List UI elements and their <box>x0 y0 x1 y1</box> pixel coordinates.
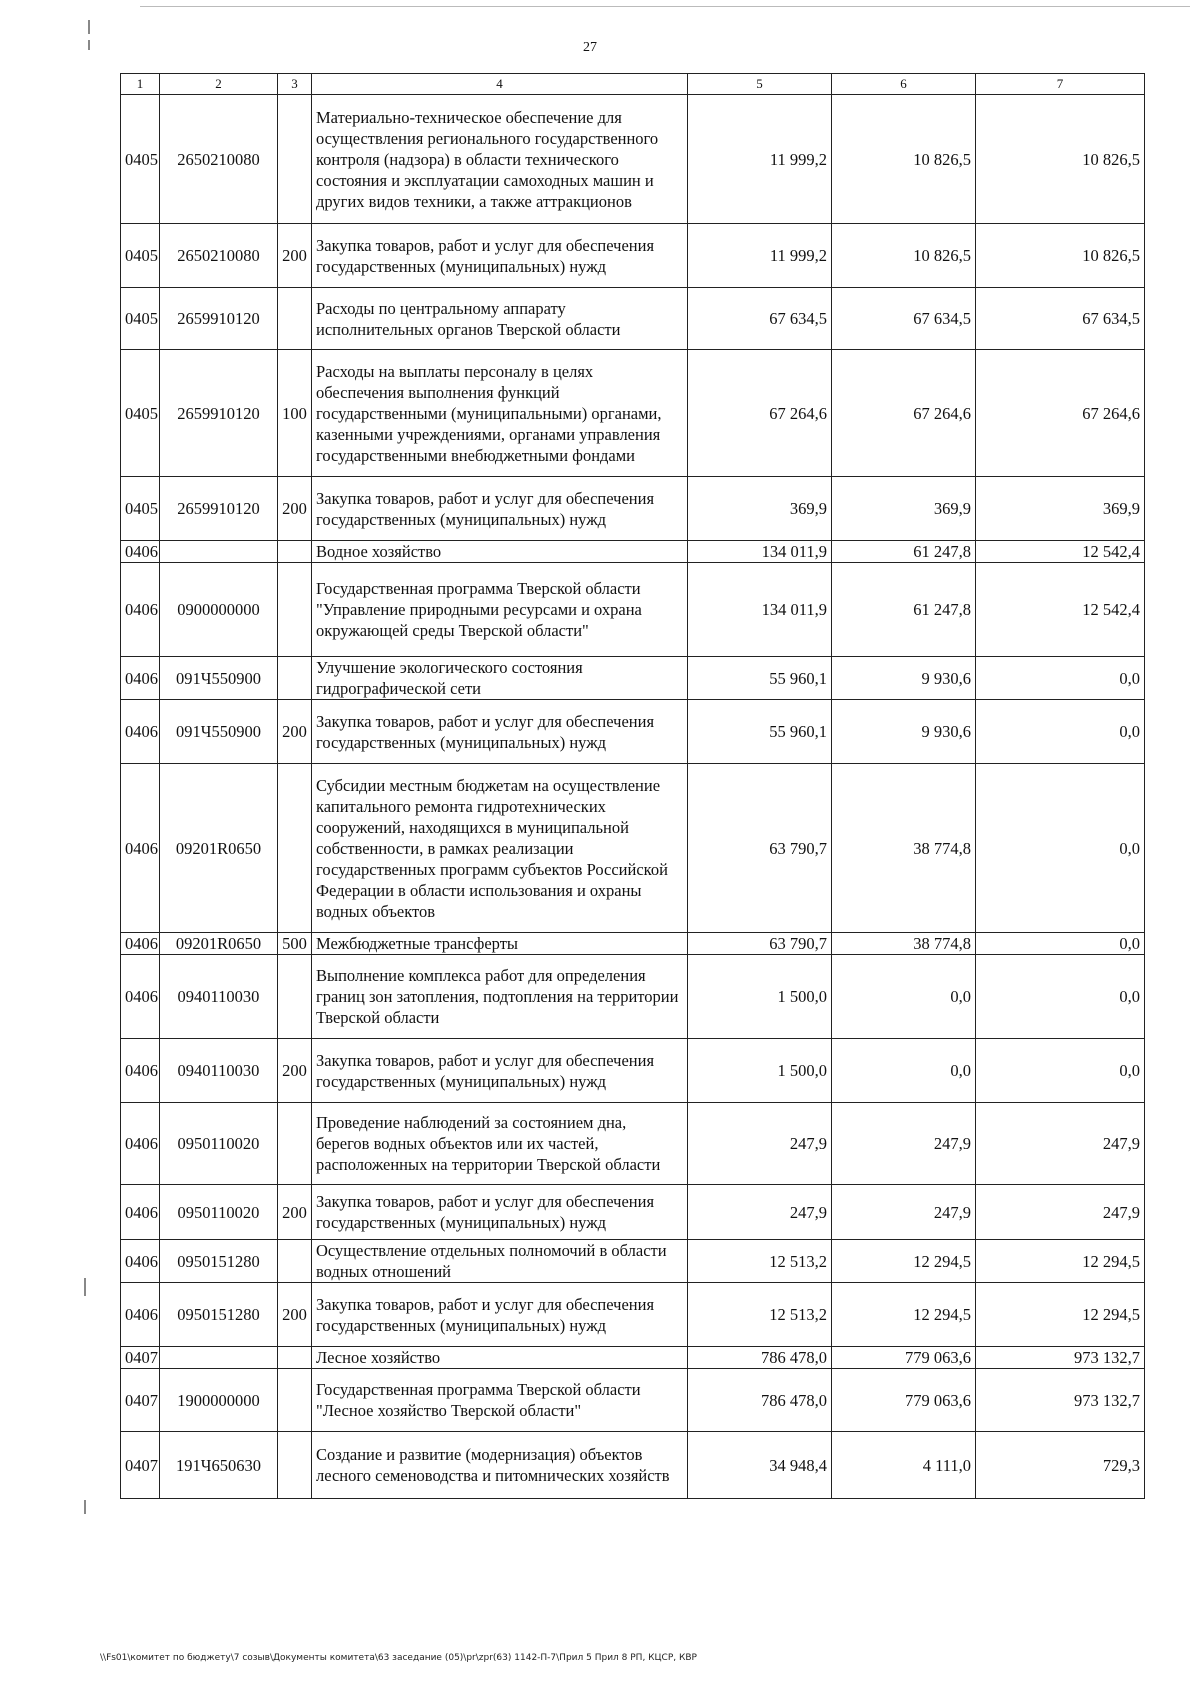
section-code-cell: 0406 <box>121 1103 160 1185</box>
table-row <box>121 1039 1145 1103</box>
amount-cell: 38 774,8 <box>832 933 976 955</box>
description-cell: Закупка товаров, работ и услуг для обеспечения государственных (муниципальных) нужд <box>312 477 688 541</box>
section-code-cell: 0406 <box>121 764 160 933</box>
description-cell: Закупка товаров, работ и услуг для обеспечения государственных (муниципальных) нужд <box>312 1283 688 1347</box>
target-article-cell: 2650210080 <box>160 95 278 224</box>
header-cell: 6 <box>832 74 976 95</box>
header-cell: 5 <box>688 74 832 95</box>
expense-type-cell <box>278 1347 312 1369</box>
table-row <box>121 1369 1145 1432</box>
amount-cell: 10 826,5 <box>832 224 976 288</box>
target-article-cell: 0900000000 <box>160 563 278 657</box>
table-row <box>121 657 1145 700</box>
amount-cell: 12 542,4 <box>976 541 1145 563</box>
amount-cell: 55 960,1 <box>688 700 832 764</box>
description-cell: Расходы по центральному аппарату исполнительных органов Тверской области <box>312 288 688 350</box>
description-cell: Расходы на выплаты персоналу в целях обеспечения выполнения функций государственными (муниципальными) органами, казенными учреждениями, органами управления государственными внебюджетными фондами <box>312 350 688 477</box>
expense-type-cell: 500 <box>278 933 312 955</box>
amount-cell: 12 513,2 <box>688 1240 832 1283</box>
amount-cell: 12 513,2 <box>688 1283 832 1347</box>
header-cell: 7 <box>976 74 1145 95</box>
target-article-cell: 1900000000 <box>160 1369 278 1432</box>
amount-cell: 0,0 <box>976 764 1145 933</box>
expense-type-cell: 200 <box>278 1039 312 1103</box>
amount-cell: 786 478,0 <box>688 1347 832 1369</box>
amount-cell: 4 111,0 <box>832 1432 976 1499</box>
table-row <box>121 1185 1145 1240</box>
amount-cell: 0,0 <box>832 955 976 1039</box>
section-code-cell: 0406 <box>121 955 160 1039</box>
description-cell: Проведение наблюдений за состоянием дна, берегов водных объектов или их частей, расположенных на территории Тверской области <box>312 1103 688 1185</box>
amount-cell: 12 294,5 <box>832 1283 976 1347</box>
amount-cell: 9 930,6 <box>832 700 976 764</box>
amount-cell: 0,0 <box>832 1039 976 1103</box>
section-code-cell: 0407 <box>121 1369 160 1432</box>
table-row <box>121 955 1145 1039</box>
amount-cell: 0,0 <box>976 657 1145 700</box>
amount-cell: 38 774,8 <box>832 764 976 933</box>
table-row <box>121 477 1145 541</box>
amount-cell: 729,3 <box>976 1432 1145 1499</box>
description-cell: Осуществление отдельных полномочий в области водных отношений <box>312 1240 688 1283</box>
target-article-cell: 2659910120 <box>160 477 278 541</box>
amount-cell: 1 500,0 <box>688 955 832 1039</box>
section-code-cell: 0406 <box>121 563 160 657</box>
table-row <box>121 350 1145 477</box>
table-row <box>121 224 1145 288</box>
amount-cell: 134 011,9 <box>688 563 832 657</box>
target-article-cell: 091Ч550900 <box>160 700 278 764</box>
amount-cell: 10 826,5 <box>976 224 1145 288</box>
expense-type-cell <box>278 95 312 224</box>
header-row <box>121 74 1145 95</box>
description-cell: Закупка товаров, работ и услуг для обеспечения государственных (муниципальных) нужд <box>312 224 688 288</box>
description-cell: Государственная программа Тверской области "Лесное хозяйство Тверской области" <box>312 1369 688 1432</box>
target-article-cell: 0940110030 <box>160 955 278 1039</box>
header-cell: 4 <box>312 74 688 95</box>
amount-cell: 779 063,6 <box>832 1347 976 1369</box>
amount-cell: 55 960,1 <box>688 657 832 700</box>
target-article-cell: 2659910120 <box>160 288 278 350</box>
section-code-cell: 0405 <box>121 477 160 541</box>
amount-cell: 0,0 <box>976 700 1145 764</box>
amount-cell: 247,9 <box>832 1103 976 1185</box>
amount-cell: 134 011,9 <box>688 541 832 563</box>
section-code-cell: 0406 <box>121 1240 160 1283</box>
amount-cell: 12 294,5 <box>976 1240 1145 1283</box>
amount-cell: 973 132,7 <box>976 1369 1145 1432</box>
section-code-cell: 0406 <box>121 933 160 955</box>
table-row <box>121 1432 1145 1499</box>
table-row <box>121 933 1145 955</box>
amount-cell: 12 294,5 <box>832 1240 976 1283</box>
amount-cell: 779 063,6 <box>832 1369 976 1432</box>
header-cell: 2 <box>160 74 278 95</box>
section-code-cell: 0406 <box>121 541 160 563</box>
expense-type-cell: 200 <box>278 477 312 541</box>
description-cell: Водное хозяйство <box>312 541 688 563</box>
section-code-cell: 0406 <box>121 1185 160 1240</box>
description-cell: Улучшение экологического состояния гидрографической сети <box>312 657 688 700</box>
target-article-cell: 0950110020 <box>160 1185 278 1240</box>
table-row <box>121 764 1145 933</box>
expense-type-cell <box>278 955 312 1039</box>
section-code-cell: 0405 <box>121 288 160 350</box>
amount-cell: 34 948,4 <box>688 1432 832 1499</box>
table-row <box>121 1103 1145 1185</box>
description-cell: Лесное хозяйство <box>312 1347 688 1369</box>
target-article-cell: 191Ч650630 <box>160 1432 278 1499</box>
amount-cell: 786 478,0 <box>688 1369 832 1432</box>
amount-cell: 247,9 <box>976 1103 1145 1185</box>
section-code-cell: 0407 <box>121 1347 160 1369</box>
scan-mark <box>88 20 90 34</box>
target-article-cell: 0950110020 <box>160 1103 278 1185</box>
amount-cell: 11 999,2 <box>688 224 832 288</box>
expense-type-cell <box>278 1369 312 1432</box>
expense-type-cell <box>278 1103 312 1185</box>
scan-edge-line <box>140 6 1190 7</box>
description-cell: Материально-техническое обеспечение для осуществления регионального государственного контроля (надзора) в области технического состояния и эксплуатации самоходных машин и других видов техники, а также аттракционов <box>312 95 688 224</box>
table-row <box>121 563 1145 657</box>
table-row <box>121 700 1145 764</box>
amount-cell: 0,0 <box>976 955 1145 1039</box>
section-code-cell: 0405 <box>121 350 160 477</box>
amount-cell: 63 790,7 <box>688 764 832 933</box>
amount-cell: 369,9 <box>832 477 976 541</box>
header-cell: 1 <box>121 74 160 95</box>
expense-type-cell: 100 <box>278 350 312 477</box>
description-cell: Выполнение комплекса работ для определения границ зон затопления, подтопления на территории Тверской области <box>312 955 688 1039</box>
section-code-cell: 0406 <box>121 1039 160 1103</box>
amount-cell: 10 826,5 <box>976 95 1145 224</box>
description-cell: Межбюджетные трансферты <box>312 933 688 955</box>
description-cell: Субсидии местным бюджетам на осуществление капитального ремонта гидротехнических сооружений, находящихся в муниципальной собственности, в рамках реализации государственных программ субъектов Российской Федерации в области использования и охраны водных объектов <box>312 764 688 933</box>
expense-type-cell: 200 <box>278 224 312 288</box>
amount-cell: 369,9 <box>688 477 832 541</box>
amount-cell: 247,9 <box>688 1185 832 1240</box>
amount-cell: 12 542,4 <box>976 563 1145 657</box>
expense-type-cell: 200 <box>278 700 312 764</box>
scan-mark <box>88 40 90 50</box>
amount-cell: 11 999,2 <box>688 95 832 224</box>
target-article-cell <box>160 1347 278 1369</box>
budget-table <box>120 73 1145 1499</box>
target-article-cell: 0940110030 <box>160 1039 278 1103</box>
section-code-cell: 0406 <box>121 1283 160 1347</box>
table-row <box>121 1283 1145 1347</box>
amount-cell: 247,9 <box>688 1103 832 1185</box>
section-code-cell: 0406 <box>121 700 160 764</box>
table-row <box>121 541 1145 563</box>
amount-cell: 0,0 <box>976 1039 1145 1103</box>
table-row <box>121 1240 1145 1283</box>
page-number: 27 <box>583 40 597 55</box>
target-article-cell: 09201R0650 <box>160 764 278 933</box>
description-cell: Создание и развитие (модернизация) объектов лесного семеноводства и питомнических хозяйств <box>312 1432 688 1499</box>
amount-cell: 10 826,5 <box>832 95 976 224</box>
amount-cell: 63 790,7 <box>688 933 832 955</box>
section-code-cell: 0405 <box>121 224 160 288</box>
amount-cell: 369,9 <box>976 477 1145 541</box>
amount-cell: 12 294,5 <box>976 1283 1145 1347</box>
expense-type-cell <box>278 1432 312 1499</box>
target-article-cell: 09201R0650 <box>160 933 278 955</box>
expense-type-cell: 200 <box>278 1185 312 1240</box>
expense-type-cell <box>278 764 312 933</box>
description-cell: Закупка товаров, работ и услуг для обеспечения государственных (муниципальных) нужд <box>312 700 688 764</box>
amount-cell: 67 634,5 <box>688 288 832 350</box>
table-row <box>121 288 1145 350</box>
amount-cell: 61 247,8 <box>832 541 976 563</box>
scan-mark <box>84 1500 86 1514</box>
amount-cell: 67 634,5 <box>976 288 1145 350</box>
expense-type-cell <box>278 657 312 700</box>
amount-cell: 9 930,6 <box>832 657 976 700</box>
amount-cell: 67 264,6 <box>832 350 976 477</box>
scan-mark <box>84 1278 86 1296</box>
target-article-cell: 2650210080 <box>160 224 278 288</box>
amount-cell: 67 264,6 <box>976 350 1145 477</box>
amount-cell: 0,0 <box>976 933 1145 955</box>
section-code-cell: 0405 <box>121 95 160 224</box>
target-article-cell: 2659910120 <box>160 350 278 477</box>
amount-cell: 247,9 <box>832 1185 976 1240</box>
description-cell: Закупка товаров, работ и услуг для обеспечения государственных (муниципальных) нужд <box>312 1185 688 1240</box>
table-row <box>121 95 1145 224</box>
file-path-footer: \\Fs01\комитет по бюджету\7 созыв\Документы комитета\63 заседание (05)\pr\zpr(63) 1142-П-7\Прил 5 Прил 8 РП, КЦСР, КВР <box>100 1653 697 1663</box>
description-cell: Государственная программа Тверской области "Управление природными ресурсами и охрана окружающей среды Тверской области" <box>312 563 688 657</box>
expense-type-cell <box>278 563 312 657</box>
amount-cell: 1 500,0 <box>688 1039 832 1103</box>
header-cell: 3 <box>278 74 312 95</box>
amount-cell: 67 264,6 <box>688 350 832 477</box>
section-code-cell: 0406 <box>121 657 160 700</box>
target-article-cell: 0950151280 <box>160 1283 278 1347</box>
section-code-cell: 0407 <box>121 1432 160 1499</box>
amount-cell: 247,9 <box>976 1185 1145 1240</box>
expense-type-cell <box>278 1240 312 1283</box>
target-article-cell: 091Ч550900 <box>160 657 278 700</box>
amount-cell: 973 132,7 <box>976 1347 1145 1369</box>
target-article-cell: 0950151280 <box>160 1240 278 1283</box>
expense-type-cell <box>278 288 312 350</box>
expense-type-cell: 200 <box>278 1283 312 1347</box>
amount-cell: 61 247,8 <box>832 563 976 657</box>
description-cell: Закупка товаров, работ и услуг для обеспечения государственных (муниципальных) нужд <box>312 1039 688 1103</box>
target-article-cell <box>160 541 278 563</box>
amount-cell: 67 634,5 <box>832 288 976 350</box>
expense-type-cell <box>278 541 312 563</box>
table-row <box>121 1347 1145 1369</box>
